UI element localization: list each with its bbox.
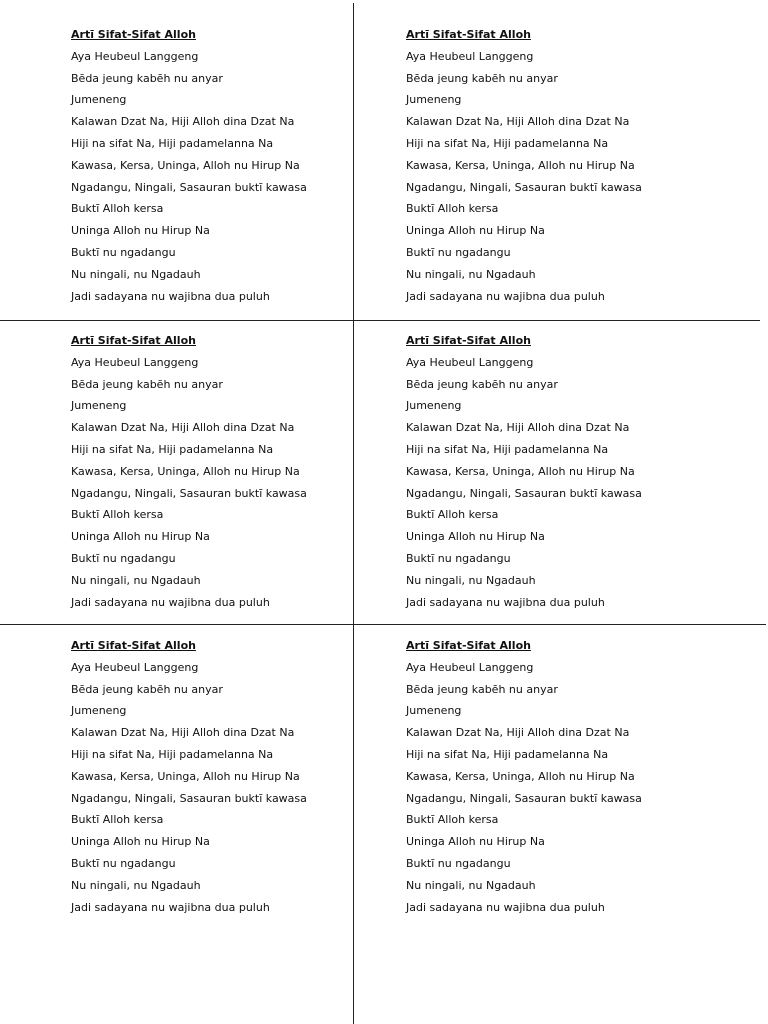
card-line: Hiji na sifat Na, Hiji padamelanna Na xyxy=(71,442,274,456)
card-title: Artī Sifat-Sifat Alloh xyxy=(71,334,196,347)
card-line: Kawasa, Kersa, Uninga, Alloh nu Hirup Na xyxy=(71,769,300,783)
card-line: Aya Heubeul Langgeng xyxy=(406,49,534,63)
card-line: Ngadangu, Ningali, Sasauran buktī kawasa xyxy=(406,180,642,194)
card-line: Kalawan Dzat Na, Hiji Alloh dina Dzat Na xyxy=(71,726,295,740)
card-line: Bēda jeung kabēh nu anyar xyxy=(406,682,558,696)
card-row3-right xyxy=(406,638,686,921)
card-line: Kawasa, Kersa, Uninga, Alloh nu Hirup Na xyxy=(71,158,300,172)
card-title: Artī Sifat-Sifat Alloh xyxy=(406,334,531,347)
card-row2-right xyxy=(406,333,686,616)
card-line: Ngadangu, Ningali, Sasauran buktī kawasa xyxy=(71,180,307,194)
card-line: Kalawan Dzat Na, Hiji Alloh dina Dzat Na xyxy=(406,115,630,129)
card-line: Jadi sadayana nu wajibna dua puluh xyxy=(406,289,605,303)
card-line: Bēda jeung kabēh nu anyar xyxy=(71,71,223,85)
card-line: Bēda jeung kabēh nu anyar xyxy=(71,377,223,391)
horizontal-cut-line-1 xyxy=(0,320,760,321)
card-line: Nu ningali, nu Ngadauh xyxy=(71,878,201,892)
card-line: Hiji na sifat Na, Hiji padamelanna Na xyxy=(71,136,274,150)
card-lines xyxy=(71,355,351,617)
card-line: Uninga Alloh nu Hirup Na xyxy=(71,835,210,849)
card-line: Uninga Alloh nu Hirup Na xyxy=(406,835,545,849)
card-line: Hiji na sifat Na, Hiji padamelanna Na xyxy=(406,136,609,150)
card-row1-left xyxy=(71,27,351,310)
card-line: Ngadangu, Ningali, Sasauran buktī kawasa xyxy=(71,791,307,805)
card-line: Bēda jeung kabēh nu anyar xyxy=(71,682,223,696)
card-line: Aya Heubeul Langgeng xyxy=(71,660,199,674)
card-row1-right xyxy=(406,27,686,310)
card-line: Kawasa, Kersa, Uninga, Alloh nu Hirup Na xyxy=(406,464,635,478)
card-line: Buktī Alloh kersa xyxy=(71,813,164,827)
card-line: Jumeneng xyxy=(406,704,462,718)
card-line: Buktī Alloh kersa xyxy=(71,202,164,216)
card-line: Uninga Alloh nu Hirup Na xyxy=(71,224,210,238)
card-line: Aya Heubeul Langgeng xyxy=(71,355,199,369)
card-line: Buktī Alloh kersa xyxy=(406,813,499,827)
card-line: Nu ningali, nu Ngadauh xyxy=(406,573,536,587)
card-line: Buktī nu ngadangu xyxy=(71,245,176,259)
card-title: Artī Sifat-Sifat Alloh xyxy=(406,28,531,41)
card-line: Ngadangu, Ningali, Sasauran buktī kawasa xyxy=(406,486,642,500)
card-title: Artī Sifat-Sifat Alloh xyxy=(406,639,531,652)
card-line: Hiji na sifat Na, Hiji padamelanna Na xyxy=(406,442,609,456)
card-line: Nu ningali, nu Ngadauh xyxy=(406,267,536,281)
card-lines xyxy=(406,355,686,617)
card-line: Nu ningali, nu Ngadauh xyxy=(71,267,201,281)
card-line: Jumeneng xyxy=(406,93,462,107)
card-lines xyxy=(71,49,351,311)
card-line: Buktī nu ngadangu xyxy=(406,245,511,259)
card-line: Kalawan Dzat Na, Hiji Alloh dina Dzat Na xyxy=(406,421,630,435)
card-line: Nu ningali, nu Ngadauh xyxy=(406,878,536,892)
card-line: Hiji na sifat Na, Hiji padamelanna Na xyxy=(406,747,609,761)
card-line: Jumeneng xyxy=(71,399,127,413)
card-row2-left xyxy=(71,333,351,616)
card-line: Kalawan Dzat Na, Hiji Alloh dina Dzat Na xyxy=(71,115,295,129)
card-line: Uninga Alloh nu Hirup Na xyxy=(406,224,545,238)
card-line: Kalawan Dzat Na, Hiji Alloh dina Dzat Na xyxy=(406,726,630,740)
vertical-cut-line xyxy=(353,3,354,1024)
card-line: Jumeneng xyxy=(71,704,127,718)
card-lines xyxy=(406,49,686,311)
horizontal-cut-line-2 xyxy=(0,624,766,625)
card-line: Buktī Alloh kersa xyxy=(71,508,164,522)
card-line: Buktī nu ngadangu xyxy=(71,856,176,870)
card-line: Kawasa, Kersa, Uninga, Alloh nu Hirup Na xyxy=(71,464,300,478)
card-line: Jadi sadayana nu wajibna dua puluh xyxy=(406,595,605,609)
card-line: Buktī Alloh kersa xyxy=(406,508,499,522)
card-lines xyxy=(71,660,351,922)
card-line: Hiji na sifat Na, Hiji padamelanna Na xyxy=(71,747,274,761)
card-line: Kawasa, Kersa, Uninga, Alloh nu Hirup Na xyxy=(406,769,635,783)
card-line: Jumeneng xyxy=(406,399,462,413)
card-line: Ngadangu, Ningali, Sasauran buktī kawasa xyxy=(71,486,307,500)
card-lines xyxy=(406,660,686,922)
card-line: Aya Heubeul Langgeng xyxy=(406,660,534,674)
card-line: Jadi sadayana nu wajibna dua puluh xyxy=(71,900,270,914)
card-line: Uninga Alloh nu Hirup Na xyxy=(71,530,210,544)
card-line: Buktī nu ngadangu xyxy=(71,551,176,565)
card-line: Jadi sadayana nu wajibna dua puluh xyxy=(71,289,270,303)
card-line: Uninga Alloh nu Hirup Na xyxy=(406,530,545,544)
card-line: Bēda jeung kabēh nu anyar xyxy=(406,377,558,391)
card-line: Jumeneng xyxy=(71,93,127,107)
card-line: Kalawan Dzat Na, Hiji Alloh dina Dzat Na xyxy=(71,421,295,435)
card-line: Bēda jeung kabēh nu anyar xyxy=(406,71,558,85)
card-line: Aya Heubeul Langgeng xyxy=(406,355,534,369)
card-row3-left xyxy=(71,638,351,921)
card-line: Buktī nu ngadangu xyxy=(406,856,511,870)
card-line: Ngadangu, Ningali, Sasauran buktī kawasa xyxy=(406,791,642,805)
card-line: Jadi sadayana nu wajibna dua puluh xyxy=(406,900,605,914)
card-line: Nu ningali, nu Ngadauh xyxy=(71,573,201,587)
card-line: Kawasa, Kersa, Uninga, Alloh nu Hirup Na xyxy=(406,158,635,172)
card-line: Buktī nu ngadangu xyxy=(406,551,511,565)
card-title: Artī Sifat-Sifat Alloh xyxy=(71,28,196,41)
card-line: Aya Heubeul Langgeng xyxy=(71,49,199,63)
card-title: Artī Sifat-Sifat Alloh xyxy=(71,639,196,652)
card-line: Buktī Alloh kersa xyxy=(406,202,499,216)
card-line: Jadi sadayana nu wajibna dua puluh xyxy=(71,595,270,609)
